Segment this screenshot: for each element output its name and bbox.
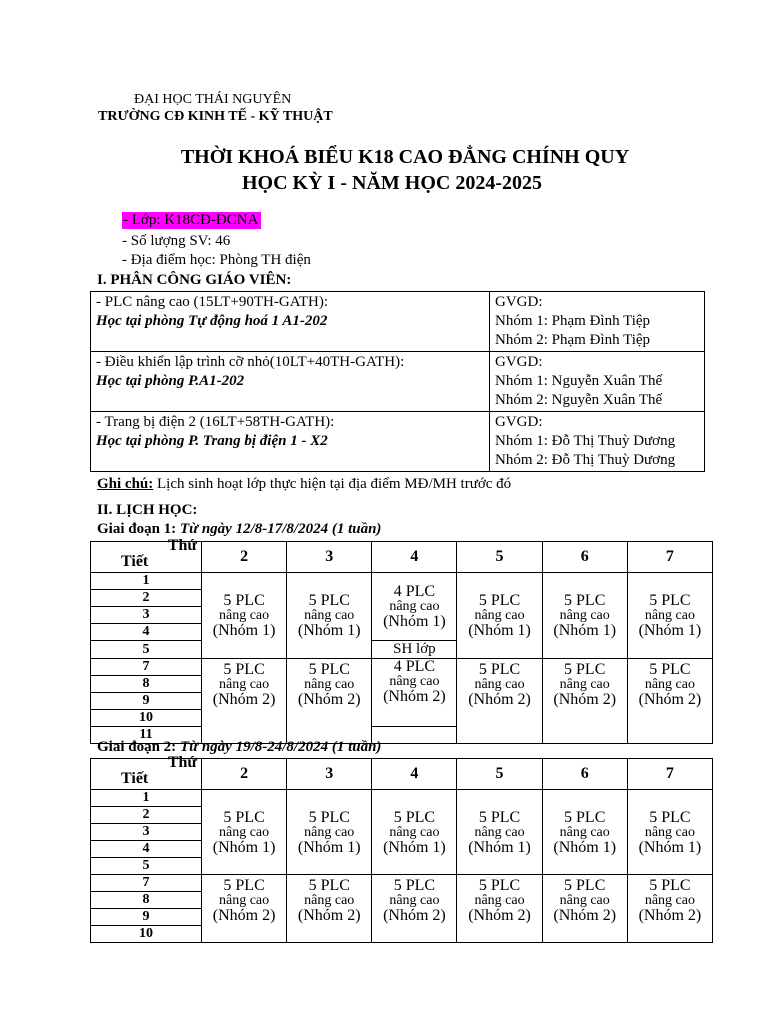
class-session <box>628 878 712 923</box>
gvgd-label: GVGD: <box>495 354 543 370</box>
subject-name: - Trang bị điện 2 (16LT+58TH-GATH): <box>96 414 335 430</box>
day-header: 4 <box>372 542 457 573</box>
schedule-cell <box>287 659 372 744</box>
thu-label: Thứ <box>167 537 197 554</box>
subject-name: - Điều khiển lập trình cỡ nhỏ(10LT+40TH-GATH): <box>96 354 405 370</box>
corner-cell <box>91 754 202 790</box>
gvgd-label: GVGD: <box>495 414 543 430</box>
class-session <box>372 878 456 923</box>
group1-teacher: Nhóm 1: Phạm Đình Tiệp <box>495 313 651 329</box>
schedule-cell <box>372 573 457 641</box>
schedule-cell <box>372 659 457 727</box>
day-header: 3 <box>287 759 372 790</box>
session-group: (Nhóm 2) <box>383 907 446 924</box>
session-count: 4 PLC <box>393 583 436 600</box>
class-session <box>543 593 627 638</box>
schedule-cell <box>287 875 372 943</box>
class-session <box>457 593 541 638</box>
day-header: 7 <box>627 759 712 790</box>
schedule-cell <box>202 790 287 875</box>
session-group: (Nhóm 1) <box>297 622 361 639</box>
session-group: (Nhóm 1) <box>212 838 276 856</box>
schedule-cell <box>372 875 457 943</box>
period-number: 10 <box>91 710 202 727</box>
session-group: (Nhóm 2) <box>383 688 446 705</box>
day-header: 2 <box>202 542 287 573</box>
session-subject: nâng cao <box>474 824 525 840</box>
schedule-cell <box>202 573 287 659</box>
day-header: 4 <box>372 759 457 790</box>
teacher-cell <box>490 292 705 352</box>
session-count: 5 PLC <box>223 661 265 678</box>
period-row <box>91 573 713 590</box>
session-count: 5 PLC <box>393 877 436 894</box>
class-session <box>287 662 371 707</box>
schedule-cell <box>457 875 542 943</box>
tiet-label: Tiết <box>121 770 149 787</box>
gvgd-label: GVGD: <box>495 294 543 310</box>
session-count: 5 PLC <box>649 877 691 894</box>
session-count: 5 PLC <box>308 661 350 678</box>
session-count: 5 PLC <box>478 592 521 609</box>
session-subject: nâng cao <box>389 674 440 689</box>
document-subtitle: HỌC KỲ I - NĂM HỌC 2024-2025 <box>242 172 542 194</box>
session-group: (Nhóm 2) <box>553 691 617 708</box>
subject-cell <box>91 412 490 472</box>
schedule-cell <box>457 573 542 659</box>
group1-teacher: Nhóm 1: Đỗ Thị Thuỳ Dương <box>495 433 676 449</box>
class-session <box>372 810 456 855</box>
group2-teacher: Nhóm 2: Phạm Đình Tiệp <box>495 332 651 348</box>
class-session <box>628 593 712 638</box>
session-subject: nâng cao <box>644 677 695 692</box>
room-name: Học tại phòng P. Trang bị điện 1 - X2 <box>96 433 328 449</box>
schedule-cell <box>627 875 712 943</box>
room-name: Học tại phòng P.A1-202 <box>96 373 245 389</box>
schedule-cell <box>202 875 287 943</box>
teacher-row <box>91 352 705 412</box>
class-session <box>457 810 541 855</box>
session-subject: nâng cao <box>474 893 525 908</box>
session-count: 5 PLC <box>223 592 265 609</box>
thu-label: Thứ <box>167 754 197 771</box>
subject-cell <box>91 292 490 352</box>
subject-cell <box>91 352 490 412</box>
teacher-row <box>91 412 705 472</box>
session-count: 4 PLC <box>393 658 436 675</box>
schedule-cell <box>287 573 372 659</box>
group2-teacher: Nhóm 2: Nguyễn Xuân Thế <box>495 392 663 408</box>
phase1-heading <box>97 521 381 538</box>
period-number: 5 <box>91 858 202 875</box>
session-subject: nâng cao <box>219 677 270 692</box>
session-subject: nâng cao <box>644 824 695 840</box>
session-subject: nâng cao <box>389 893 440 908</box>
class-session <box>202 878 286 923</box>
class-session <box>202 810 286 855</box>
session-subject: nâng cao <box>474 608 525 623</box>
period-number: 11 <box>91 727 202 744</box>
session-subject: nâng cao <box>304 824 355 840</box>
schedule-cell <box>372 790 457 875</box>
session-subject: nâng cao <box>304 608 355 623</box>
session-group: (Nhóm 2) <box>297 907 361 924</box>
teacher-assignment-table <box>90 291 705 472</box>
note <box>97 476 511 493</box>
session-group: (Nhóm 1) <box>297 838 361 856</box>
section-teacher-assignment-title: I. PHÂN CÔNG GIÁO VIÊN: <box>97 272 292 288</box>
session-group: (Nhóm 1) <box>638 622 702 639</box>
class-activity: SH lớp <box>372 641 457 659</box>
class-session <box>457 878 541 923</box>
period-number: 3 <box>91 607 202 624</box>
period-number: 9 <box>91 909 202 926</box>
session-group: (Nhóm 1) <box>212 622 276 639</box>
class-session <box>372 659 456 704</box>
document-title: THỜI KHOÁ BIỂU K18 CAO ĐẲNG CHÍNH QUY <box>180 146 630 168</box>
session-count: 5 PLC <box>649 808 691 826</box>
period-number: 2 <box>91 807 202 824</box>
class-session <box>202 593 286 638</box>
empty-cell <box>372 727 457 744</box>
phase2-heading <box>97 739 381 756</box>
session-subject: nâng cao <box>474 677 525 692</box>
session-subject: nâng cao <box>304 677 355 692</box>
period-number: 3 <box>91 824 202 841</box>
session-count: 5 PLC <box>223 808 265 826</box>
period-number: 8 <box>91 892 202 909</box>
session-count: 5 PLC <box>478 661 521 678</box>
session-subject: nâng cao <box>219 608 270 623</box>
session-count: 5 PLC <box>308 808 350 826</box>
schedule-cell <box>457 790 542 875</box>
session-subject: nâng cao <box>304 893 355 908</box>
session-group: (Nhóm 1) <box>468 622 531 639</box>
day-header: 7 <box>627 542 712 573</box>
session-group: (Nhóm 2) <box>212 907 276 924</box>
session-subject: nâng cao <box>389 824 440 840</box>
class-session <box>628 810 712 855</box>
school-name: TRƯỜNG CĐ KINH TẾ - KỸ THUẬT <box>98 109 333 124</box>
session-count: 5 PLC <box>308 877 350 894</box>
period-number: 8 <box>91 676 202 693</box>
teacher-row <box>91 292 705 352</box>
session-group: (Nhóm 1) <box>468 838 531 856</box>
corner-cell <box>91 537 202 573</box>
period-row <box>91 875 713 892</box>
session-count: 5 PLC <box>649 592 691 609</box>
class-session <box>372 584 456 629</box>
session-count: 5 PLC <box>564 661 606 678</box>
tiet-label: Tiết <box>121 553 149 570</box>
session-group: (Nhóm 1) <box>553 838 617 856</box>
period-number: 7 <box>91 659 202 676</box>
phase1-dates: Từ ngày 12/8-17/8/2024 (1 tuần) <box>179 521 382 537</box>
session-count: 5 PLC <box>478 808 521 826</box>
session-subject: nâng cao <box>559 824 610 840</box>
day-header: 2 <box>202 759 287 790</box>
phase2-label: Giai đoạn 2: <box>97 739 180 755</box>
schedule-cell <box>202 659 287 744</box>
class-session <box>543 662 627 707</box>
session-group: (Nhóm 2) <box>297 691 361 708</box>
class-label: - Lớp: K18CĐ-ĐCNA <box>122 212 261 229</box>
session-group: (Nhóm 1) <box>383 613 446 630</box>
session-count: 5 PLC <box>564 877 606 894</box>
phase1-schedule-table <box>90 537 713 744</box>
period-number: 4 <box>91 841 202 858</box>
session-group: (Nhóm 2) <box>638 691 702 708</box>
subject-name: - PLC nâng cao (15LT+90TH-GATH): <box>96 294 329 310</box>
schedule-cell <box>542 659 627 744</box>
university-name: ĐẠI HỌC THÁI NGUYÊN <box>134 92 292 107</box>
session-group: (Nhóm 2) <box>553 907 617 924</box>
day-header: 6 <box>542 542 627 573</box>
session-count: 5 PLC <box>223 877 265 894</box>
class-session <box>543 878 627 923</box>
session-count: 5 PLC <box>308 592 350 609</box>
phase2-schedule-table <box>90 754 713 943</box>
period-row <box>91 790 713 807</box>
day-header: 3 <box>287 542 372 573</box>
note-text: Lịch sinh hoạt lớp thực hiện tại địa điểm MĐ/MH trước đó <box>153 476 512 492</box>
note-label: Ghi chú: <box>97 476 154 492</box>
phase1-label: Giai đoạn 1: <box>97 521 180 537</box>
schedule-cell <box>542 790 627 875</box>
schedule-cell <box>457 659 542 744</box>
schedule-cell <box>627 790 712 875</box>
session-group: (Nhóm 1) <box>383 838 446 856</box>
session-group: (Nhóm 2) <box>468 691 531 708</box>
period-row <box>91 659 713 676</box>
schedule-cell <box>542 875 627 943</box>
class-session <box>287 878 371 923</box>
period-number: 5 <box>91 641 202 659</box>
teacher-cell <box>490 352 705 412</box>
session-group: (Nhóm 2) <box>638 907 702 924</box>
class-session <box>543 810 627 855</box>
study-location: - Địa điểm học: Phòng TH điện <box>122 252 311 268</box>
session-count: 5 PLC <box>649 661 691 678</box>
session-count: 5 PLC <box>393 808 436 826</box>
period-number: 10 <box>91 926 202 943</box>
period-number: 4 <box>91 624 202 641</box>
class-session <box>202 662 286 707</box>
period-number: 9 <box>91 693 202 710</box>
class-session <box>457 662 541 707</box>
class-session <box>287 593 371 638</box>
period-number: 2 <box>91 590 202 607</box>
session-subject: nâng cao <box>559 677 610 692</box>
period-number: 1 <box>91 573 202 590</box>
group1-teacher: Nhóm 1: Nguyễn Xuân Thế <box>495 373 663 389</box>
session-subject: nâng cao <box>219 893 270 908</box>
schedule-cell <box>627 659 712 744</box>
session-count: 5 PLC <box>564 808 606 826</box>
class-session <box>287 810 371 855</box>
period-number: 7 <box>91 875 202 892</box>
group2-teacher: Nhóm 2: Đỗ Thị Thuỳ Dương <box>495 452 676 468</box>
schedule-cell <box>287 790 372 875</box>
section-schedule-title: II. LỊCH HỌC: <box>97 502 198 518</box>
session-subject: nâng cao <box>644 608 695 623</box>
session-subject: nâng cao <box>389 599 440 614</box>
teacher-cell <box>490 412 705 472</box>
room-name: Học tại phòng Tự động hoá 1 A1-202 <box>96 313 328 329</box>
session-subject: nâng cao <box>219 824 270 840</box>
schedule-cell <box>542 573 627 659</box>
session-subject: nâng cao <box>559 893 610 908</box>
session-subject: nâng cao <box>559 608 610 623</box>
session-count: 5 PLC <box>478 877 521 894</box>
phase2-dates: Từ ngày 19/8-24/8/2024 (1 tuần) <box>179 739 382 755</box>
session-group: (Nhóm 1) <box>638 838 702 856</box>
session-group: (Nhóm 2) <box>212 691 276 708</box>
day-header: 6 <box>542 759 627 790</box>
session-subject: nâng cao <box>644 893 695 908</box>
day-header: 5 <box>457 542 542 573</box>
class-session <box>628 662 712 707</box>
period-number: 1 <box>91 790 202 807</box>
session-count: 5 PLC <box>564 592 606 609</box>
session-group: (Nhóm 2) <box>468 907 531 924</box>
session-group: (Nhóm 1) <box>553 622 617 639</box>
student-count: - Số lượng SV: 46 <box>122 233 231 249</box>
schedule-cell <box>627 573 712 659</box>
day-header: 5 <box>457 759 542 790</box>
